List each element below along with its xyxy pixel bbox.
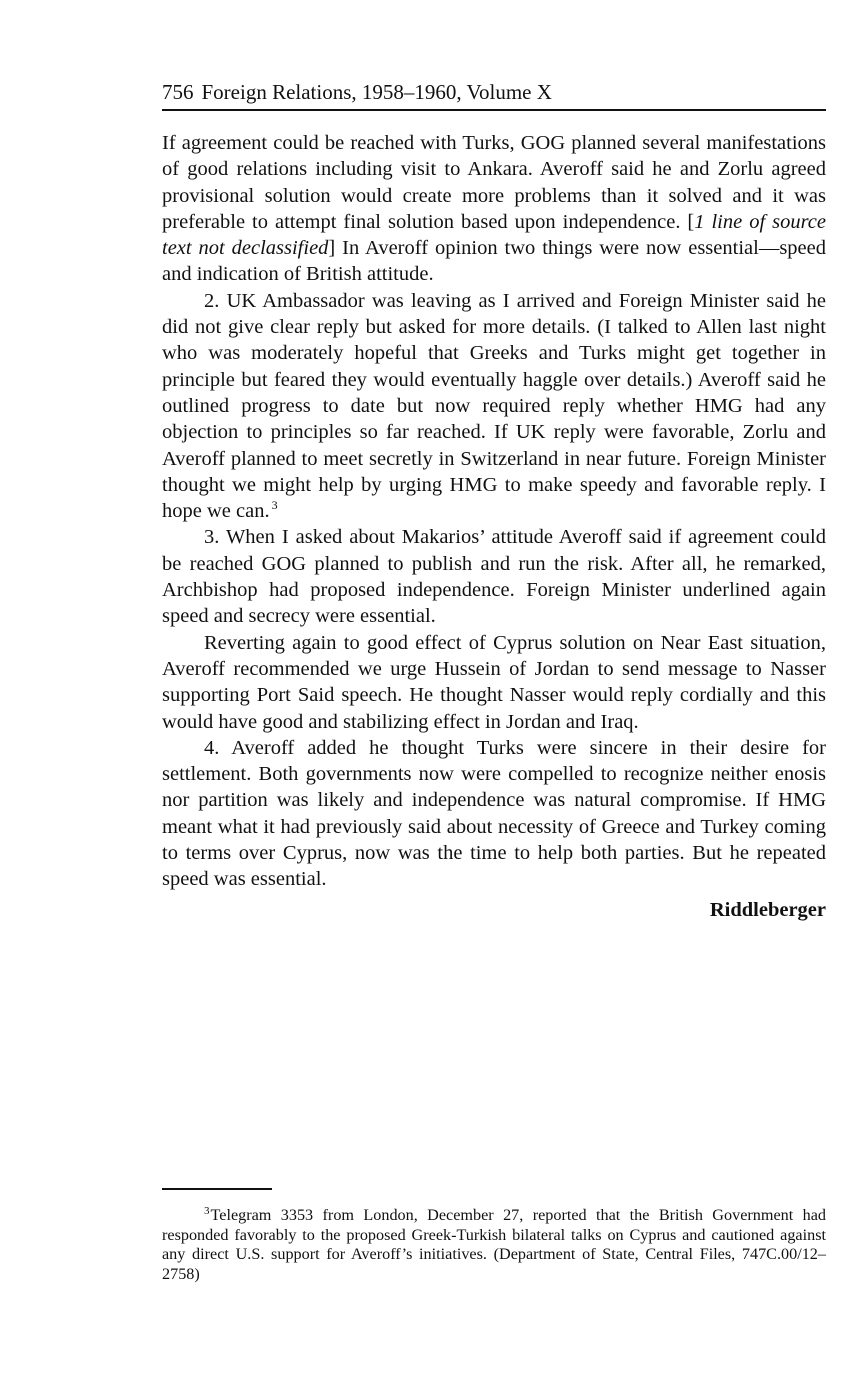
paragraph-4	[162, 630, 826, 735]
running-header	[162, 77, 826, 111]
running-title: Foreign Relations, 1958–1960, Volume X	[201, 80, 552, 104]
document-body	[162, 130, 826, 923]
paragraph-5-text: 4. Averoff added he thought Turks were sincere in their desire for settlement. Both governments now were compelled to recognize neither enosis nor partition was likely and independence was natural compromise. If HMG meant what it had previously said about necessity of Greece and Turkey coming to terms over Cyprus, now was the time to help both parties. But he repeated speed was essential.	[162, 736, 826, 891]
paragraph-1-text-end: ] In Averoff opinion two things were now essential—speed and indication of British attitude.	[162, 237, 826, 286]
paragraph-5	[162, 735, 826, 893]
footnote-number: 3	[204, 1205, 210, 1217]
paragraph-1	[162, 130, 826, 288]
paragraph-4-text: Reverting again to good effect of Cyprus solution on Near East situation, Averoff recommended we urge Hussein of Jordan to send message to Nasser supporting Port Said speech. He thought Nasser would reply cordially and this would have good and stabilizing effect in Jordan and Iraq.	[162, 631, 826, 733]
footnote-text: Telegram 3353 from London, December 27, reported that the British Government had responded favorably to the proposed Greek-Turkish bilateral talks on Cyprus and cautioned against any direct U.S. support for Averoff’s initiatives. (Department of State, Central Files, 747C.00/12–2758)	[162, 1206, 826, 1283]
page-number: 756	[162, 80, 194, 104]
paragraph-2	[162, 288, 826, 525]
editorial-note: 1 line of source text not declassified	[162, 210, 827, 260]
footnote-divider	[162, 1188, 272, 1190]
footnote-reference: 3	[271, 498, 278, 513]
paragraph-2-text: 2. UK Ambassador was leaving as I arrived and Foreign Minister said he did not give clear reply but asked for more details. (I talked to Allen last night who was moderately hopeful that Greeks and Turks might get together in principle but feared they would eventually haggle over details.) Averoff said he outlined progress to date but now required reply whether HMG had any objection to principles so far reached. If UK reply were favorable, Zorlu and Averoff planned to meet secretly in Switzerland in near future. Foreign Minister thought we might help by urging HMG to make speedy and favorable reply. I hope we can.	[162, 289, 826, 523]
footnote	[162, 1206, 826, 1284]
signature: Riddleberger	[709, 898, 826, 921]
paragraph-1-text-start: If agreement could be reached with Turks, GOG planned several manifestations of good relations including visit to Ankara. Averoff said he and Zorlu agreed provisional solution would create more problems than it solved and it was preferable to attempt final solution based upon independence. [	[162, 132, 826, 233]
paragraph-3-text: 3. When I asked about Makarios’ attitude Averoff said if agreement could be reached GOG planned to publish and run the risk. After all, he remarked, Archbishop had proposed independence. Foreign Minister underlined again speed and secrecy were essential.	[162, 526, 826, 628]
paragraph-3	[162, 524, 826, 629]
